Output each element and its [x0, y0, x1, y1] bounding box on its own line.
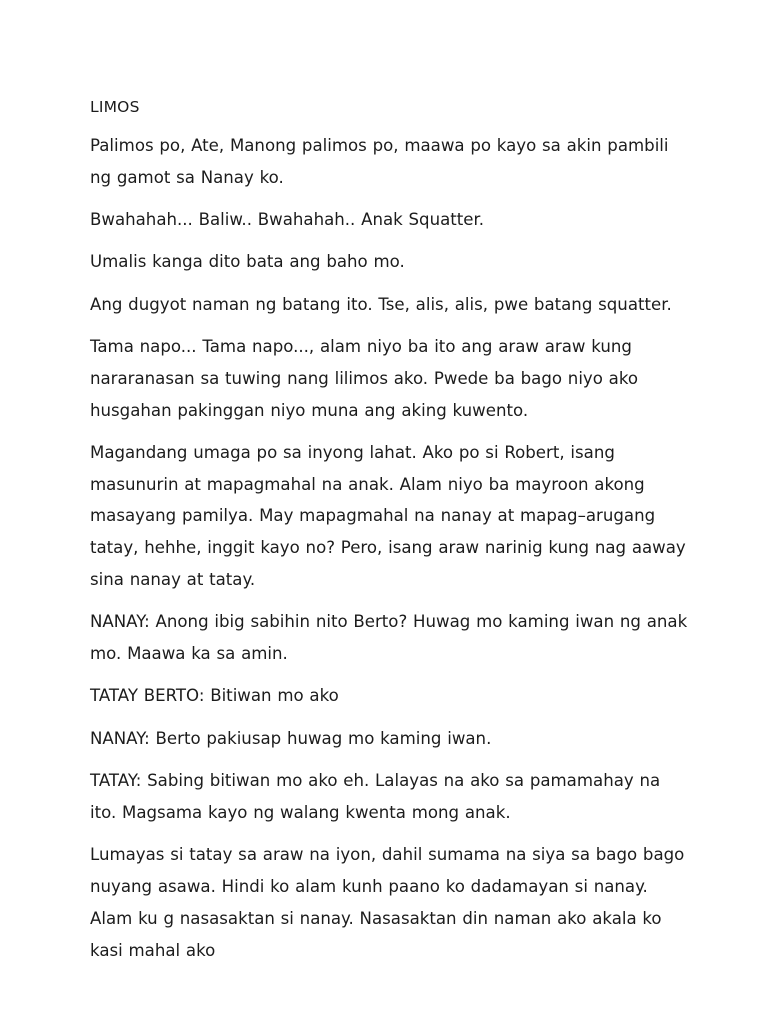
paragraph-9: NANAY: Berto pakiusap huwag mo kaming iwan.	[90, 728, 492, 748]
paragraph-6: Magandang umaga po sa inyong lahat. Ako po si Robert, isang masunurin at mapagmahal na anak. Alam niyo ba mayroon akong masayang pamilya. May mapagmahal na nanay at mapag–arugang tatay, hehhe, inggit kayo no? Pero, isang araw narinig kung nag aaway sina nanay at tatay.	[90, 442, 686, 590]
paragraph-7: NANAY: Anong ibig sabihin nito Berto? Huwag mo kaming iwan ng anak mo. Maawa ka sa amin.	[90, 612, 688, 664]
document-page	[90, 93, 690, 977]
paragraph-4: Ang dugyot naman ng batang ito. Tse, alis, alis, pwe batang squatter.	[90, 294, 672, 314]
paragraph-11: Lumayas si tatay sa araw na iyon, dahil sumama na siya sa bago bago nuyang asawa. Hindi ko alam kunh paano ko dadamayan si nanay. Alam ku g nasasaktan si nanay. Nasasaktan din naman ako akala ko kasi mahal ako	[90, 845, 685, 960]
paragraph-2: Bwahahah... Baliw.. Bwahahah.. Anak Squatter.	[90, 210, 485, 230]
paragraph-5: Tama napo... Tama napo..., alam niyo ba ito ang araw araw kung nararanasan sa tuwing nang lilimos ako. Pwede ba bago niyo ako husgahan pakinggan niyo muna ang aking kuwento.	[90, 336, 639, 420]
paragraph-3: Umalis kanga dito bata ang baho mo.	[90, 252, 405, 272]
paragraph-8: TATAY BERTO: Bitiwan mo ako	[90, 686, 339, 706]
document-title: LIMOS	[90, 98, 140, 116]
paragraph-1: Palimos po, Ate, Manong palimos po, maawa po kayo sa akin pambili ng gamot sa Nanay ko.	[90, 136, 669, 187]
paragraph-10: TATAY: Sabing bitiwan mo ako eh. Lalayas na ako sa pamamahay na ito. Magsama kayo ng walang kwenta mong anak.	[90, 771, 661, 822]
